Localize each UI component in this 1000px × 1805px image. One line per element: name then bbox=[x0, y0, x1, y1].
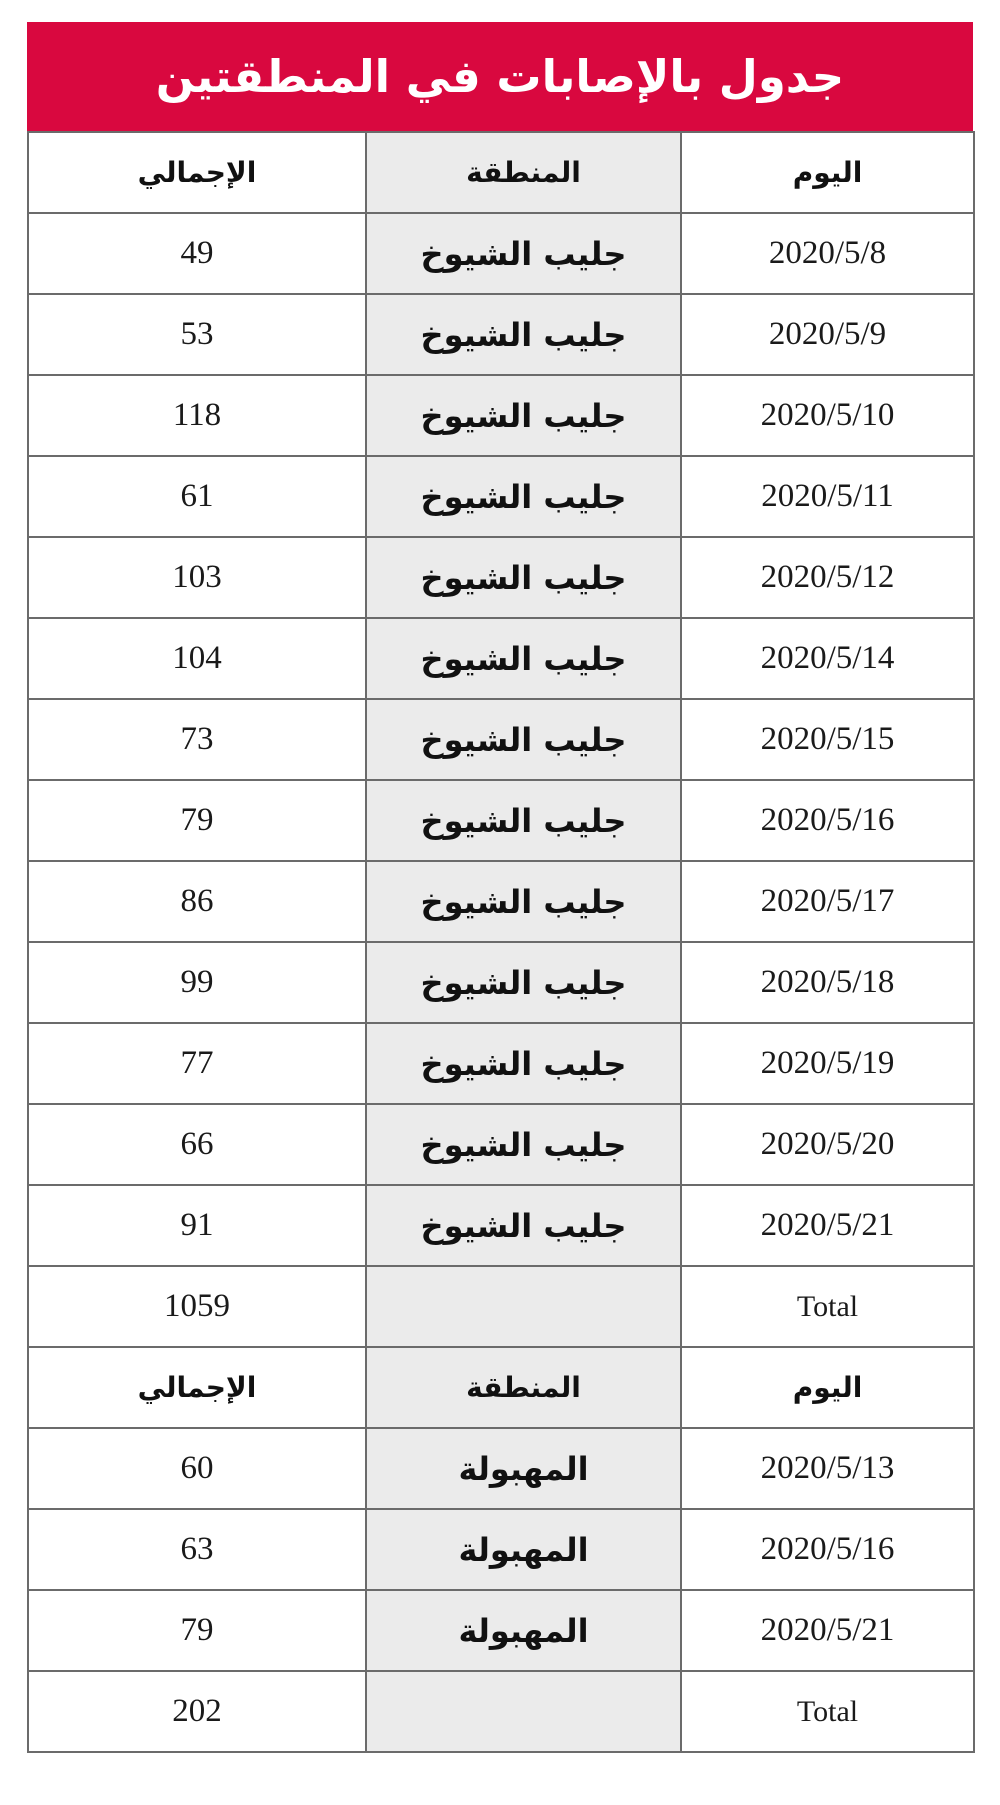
header-region-cell bbox=[366, 132, 681, 213]
row-day-cell bbox=[681, 1023, 974, 1104]
row-day: 2020/5/13 bbox=[760, 1450, 895, 1486]
row-region-cell bbox=[366, 861, 681, 942]
row-day: 2020/5/12 bbox=[760, 559, 895, 595]
row-day-cell bbox=[681, 537, 974, 618]
table-row bbox=[28, 780, 974, 861]
row-total: 86 bbox=[180, 883, 214, 919]
table-row bbox=[28, 699, 974, 780]
row-total-cell bbox=[28, 1509, 366, 1590]
header-total-cell bbox=[28, 132, 366, 213]
row-region-cell bbox=[366, 537, 681, 618]
summary-label: Total bbox=[796, 1289, 859, 1323]
row-total-cell bbox=[28, 1428, 366, 1509]
row-day: 2020/5/17 bbox=[760, 883, 895, 919]
row-day: 2020/5/14 bbox=[760, 640, 895, 676]
header-day: اليوم bbox=[792, 1371, 863, 1404]
row-day: 2020/5/21 bbox=[760, 1612, 895, 1648]
row-day-cell bbox=[681, 1104, 974, 1185]
row-region: المهبولة bbox=[458, 1449, 589, 1488]
row-day-cell bbox=[681, 861, 974, 942]
table-row bbox=[28, 1023, 974, 1104]
row-total: 66 bbox=[180, 1126, 214, 1162]
row-total-cell bbox=[28, 1023, 366, 1104]
row-region: جليب الشيوخ bbox=[420, 1206, 627, 1245]
row-region: جليب الشيوخ bbox=[420, 1125, 627, 1164]
row-region-cell bbox=[366, 699, 681, 780]
row-region-cell bbox=[366, 1185, 681, 1266]
table-row bbox=[28, 618, 974, 699]
row-total-cell bbox=[28, 294, 366, 375]
row-day: 2020/5/9 bbox=[768, 316, 887, 352]
row-region: جليب الشيوخ bbox=[420, 801, 627, 840]
row-region: جليب الشيوخ bbox=[420, 639, 627, 678]
row-total-cell bbox=[28, 375, 366, 456]
table-row bbox=[28, 213, 974, 294]
row-region-cell bbox=[366, 1023, 681, 1104]
row-day-cell bbox=[681, 1185, 974, 1266]
row-region-cell bbox=[366, 618, 681, 699]
row-region-cell bbox=[366, 456, 681, 537]
infections-table-body bbox=[28, 132, 974, 1752]
infections-table-card bbox=[27, 22, 973, 1783]
table-header-row bbox=[28, 132, 974, 213]
summary-label-cell bbox=[681, 1671, 974, 1752]
header-day-cell bbox=[681, 132, 974, 213]
summary-total-cell bbox=[28, 1266, 366, 1347]
row-total: 118 bbox=[172, 397, 222, 433]
row-region: المهبولة bbox=[458, 1530, 589, 1569]
row-region: جليب الشيوخ bbox=[420, 1044, 627, 1083]
row-total-cell bbox=[28, 618, 366, 699]
row-total: 79 bbox=[180, 802, 214, 838]
table-title: جدول بالإصابات في المنطقتين bbox=[27, 22, 973, 131]
row-region-cell bbox=[366, 294, 681, 375]
row-region: جليب الشيوخ bbox=[420, 963, 627, 1002]
row-region: جليب الشيوخ bbox=[420, 396, 627, 435]
header-region: المنطقة bbox=[466, 156, 581, 189]
row-region: جليب الشيوخ bbox=[420, 234, 627, 273]
row-total: 104 bbox=[172, 640, 222, 676]
row-region-cell bbox=[366, 1590, 681, 1671]
row-day-cell bbox=[681, 294, 974, 375]
row-region: المهبولة bbox=[458, 1611, 589, 1650]
table-row bbox=[28, 1428, 974, 1509]
row-total-cell bbox=[28, 699, 366, 780]
row-region: جليب الشيوخ bbox=[420, 720, 627, 759]
row-total-cell bbox=[28, 213, 366, 294]
row-total-cell bbox=[28, 1185, 366, 1266]
row-region-cell bbox=[366, 213, 681, 294]
row-day-cell bbox=[681, 1590, 974, 1671]
summary-total: 1059 bbox=[164, 1288, 230, 1324]
row-total: 49 bbox=[180, 235, 214, 271]
row-day: 2020/5/15 bbox=[760, 721, 895, 757]
row-day-cell bbox=[681, 1509, 974, 1590]
row-total: 77 bbox=[180, 1045, 214, 1081]
table-row bbox=[28, 456, 974, 537]
row-day: 2020/5/19 bbox=[760, 1045, 895, 1081]
summary-label-cell bbox=[681, 1266, 974, 1347]
summary-region-empty-cell bbox=[366, 1266, 681, 1347]
row-region-cell bbox=[366, 1428, 681, 1509]
row-total: 91 bbox=[180, 1207, 214, 1243]
row-day-cell bbox=[681, 213, 974, 294]
row-total-cell bbox=[28, 537, 366, 618]
row-total: 53 bbox=[180, 316, 214, 352]
header-day: اليوم bbox=[792, 156, 863, 189]
row-total-cell bbox=[28, 456, 366, 537]
row-total: 60 bbox=[180, 1450, 214, 1486]
table-row bbox=[28, 942, 974, 1023]
row-day-cell bbox=[681, 1428, 974, 1509]
table-summary-row bbox=[28, 1671, 974, 1752]
table-row bbox=[28, 294, 974, 375]
row-day-cell bbox=[681, 942, 974, 1023]
row-total: 73 bbox=[180, 721, 214, 757]
row-total-cell bbox=[28, 780, 366, 861]
row-day: 2020/5/21 bbox=[760, 1207, 895, 1243]
table-row bbox=[28, 861, 974, 942]
table-row bbox=[28, 375, 974, 456]
row-day: 2020/5/18 bbox=[760, 964, 895, 1000]
table-row bbox=[28, 1509, 974, 1590]
row-region-cell bbox=[366, 780, 681, 861]
row-day: 2020/5/20 bbox=[760, 1126, 895, 1162]
row-day: 2020/5/10 bbox=[760, 397, 895, 433]
row-region: جليب الشيوخ bbox=[420, 558, 627, 597]
row-total: 103 bbox=[172, 559, 222, 595]
header-total-cell bbox=[28, 1347, 366, 1428]
summary-region-empty-cell bbox=[366, 1671, 681, 1752]
row-total: 79 bbox=[180, 1612, 214, 1648]
row-region: جليب الشيوخ bbox=[420, 315, 627, 354]
row-total-cell bbox=[28, 1104, 366, 1185]
row-total: 63 bbox=[180, 1531, 214, 1567]
row-day-cell bbox=[681, 375, 974, 456]
row-day: 2020/5/16 bbox=[760, 1531, 895, 1567]
row-region: جليب الشيوخ bbox=[420, 882, 627, 921]
row-day-cell bbox=[681, 780, 974, 861]
header-total: الإجمالي bbox=[137, 1371, 257, 1404]
row-region-cell bbox=[366, 1509, 681, 1590]
summary-total: 202 bbox=[172, 1693, 222, 1729]
table-row bbox=[28, 1590, 974, 1671]
row-total-cell bbox=[28, 861, 366, 942]
row-total: 99 bbox=[180, 964, 214, 1000]
header-day-cell bbox=[681, 1347, 974, 1428]
row-day: 2020/5/11 bbox=[761, 478, 894, 514]
row-region-cell bbox=[366, 942, 681, 1023]
row-total-cell bbox=[28, 1590, 366, 1671]
row-region-cell bbox=[366, 1104, 681, 1185]
header-region-cell bbox=[366, 1347, 681, 1428]
table-row bbox=[28, 537, 974, 618]
table-summary-row bbox=[28, 1266, 974, 1347]
table-row bbox=[28, 1185, 974, 1266]
table-row bbox=[28, 1104, 974, 1185]
header-total: الإجمالي bbox=[137, 156, 257, 189]
header-region: المنطقة bbox=[466, 1371, 581, 1404]
row-total-cell bbox=[28, 942, 366, 1023]
table-header-row bbox=[28, 1347, 974, 1428]
row-region-cell bbox=[366, 375, 681, 456]
row-day: 2020/5/16 bbox=[760, 802, 895, 838]
row-region: جليب الشيوخ bbox=[420, 477, 627, 516]
row-day-cell bbox=[681, 456, 974, 537]
row-day: 2020/5/8 bbox=[768, 235, 887, 271]
row-day-cell bbox=[681, 618, 974, 699]
row-day-cell bbox=[681, 699, 974, 780]
row-total: 61 bbox=[180, 478, 214, 514]
infections-table bbox=[27, 131, 975, 1753]
summary-label: Total bbox=[796, 1694, 859, 1728]
summary-total-cell bbox=[28, 1671, 366, 1752]
